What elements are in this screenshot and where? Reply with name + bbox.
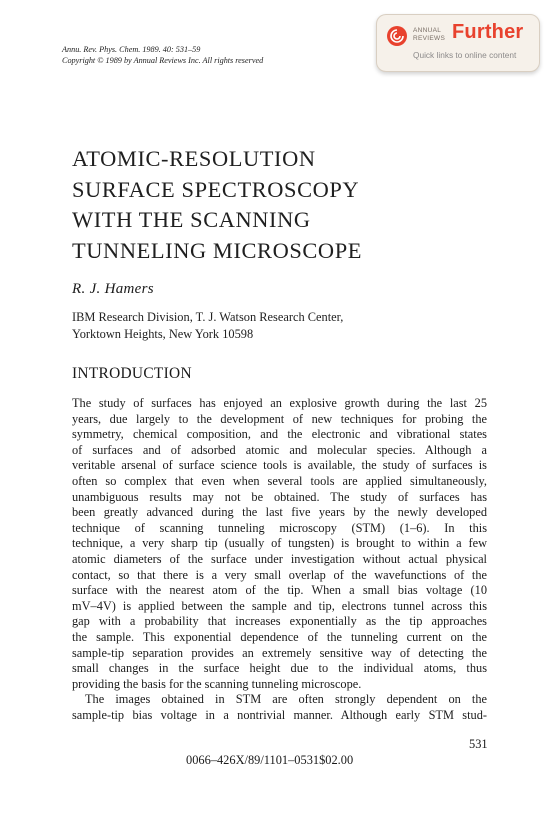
title-line: ATOMIC-RESOLUTION: [72, 146, 316, 171]
article-title: [72, 144, 362, 266]
author-affiliation: [72, 309, 343, 343]
annual-reviews-wordmark: ANNUAL REVIEWS: [413, 27, 446, 42]
body-line: The study of surfaces has enjoyed an explosive growth during the last 25: [72, 396, 487, 410]
body-line: veritable arsenal of surface science tools is available, the study of surfaces is: [72, 458, 487, 473]
body-line: The images obtained in STM are often strongly dependent on the: [85, 692, 487, 707]
citation-header: [62, 44, 263, 66]
body-line: years, due largely to the development of new techniques for probing the: [72, 411, 487, 426]
footer-issn-code: 0066–426X/89/1101–0531$02.00: [186, 753, 354, 767]
body-line: gap with a probability that increases exponentially as the tip approaches: [72, 614, 487, 629]
body-line: symmetry, chemical composition, and the electronic and vibrational states: [72, 427, 487, 442]
affiliation-line: IBM Research Division, T. J. Watson Research Center,: [72, 310, 344, 324]
citation-journal: Annu. Rev. Phys. Chem. 1989. 40: 531–59: [62, 45, 201, 54]
author-name: R. J. Hamers: [72, 281, 154, 297]
body-line: sample-tip separation provides an extremely sensitive way of detecting the: [72, 645, 487, 660]
further-label: Further: [452, 21, 524, 43]
body-line: atomic diameters of the surface under investigation without actual physical: [72, 551, 487, 566]
affiliation-line: Yorktown Heights, New York 10598: [72, 327, 254, 341]
body-line: been greatly advanced during the last five years by the newly developed: [72, 505, 487, 520]
citation-copyright: Copyright © 1989 by Annual Reviews Inc. All rights reserved: [62, 56, 264, 65]
page-number: 531: [469, 737, 488, 751]
introduction-body: [72, 396, 487, 723]
annual-reviews-logo-icon: [387, 26, 407, 46]
body-line: contact, so that there is a very small overlap of the wavefunctions of the: [72, 567, 487, 582]
body-line: technique of scanning tunneling microscopy (STM) (1–6). In this: [72, 520, 487, 535]
quick-links-label: Quick links to online content: [413, 50, 517, 60]
body-line: unambiguous results may not be obtained. The study of surfaces has: [72, 489, 487, 504]
body-line: often so complex that even when several tools are applied simultaneously,: [72, 473, 487, 488]
body-line: of surfaces and of adsorbed atomic and molecular species. Although a: [72, 442, 487, 457]
body-line: small changes in the surface height due to the individual atoms, thus: [72, 661, 487, 676]
title-line: TUNNELING MICROSCOPE: [72, 237, 363, 263]
annual-reviews-further-badge[interactable]: [376, 14, 540, 72]
body-line: sample-tip bias voltage in a nontrivial manner. Although early STM stud-: [72, 707, 487, 722]
title-line: SURFACE SPECTROSCOPY: [72, 176, 360, 202]
body-line: surface with the nearest atom of the tip. When a small bias voltage (10: [72, 583, 487, 598]
section-heading-introduction: INTRODUCTION: [72, 365, 192, 382]
body-line: technique, a very sharp tip (usually of tungsten) is brought to within a few: [72, 536, 487, 551]
body-line: providing the basis for the scanning tunneling microscope.: [72, 676, 362, 691]
body-line: mV–4V) is applied between the sample and tip, electrons tunnel across this: [72, 598, 487, 613]
title-line: WITH THE SCANNING: [72, 207, 311, 232]
body-line: the sample. This exponential dependence of the tunneling current on the: [72, 629, 487, 644]
